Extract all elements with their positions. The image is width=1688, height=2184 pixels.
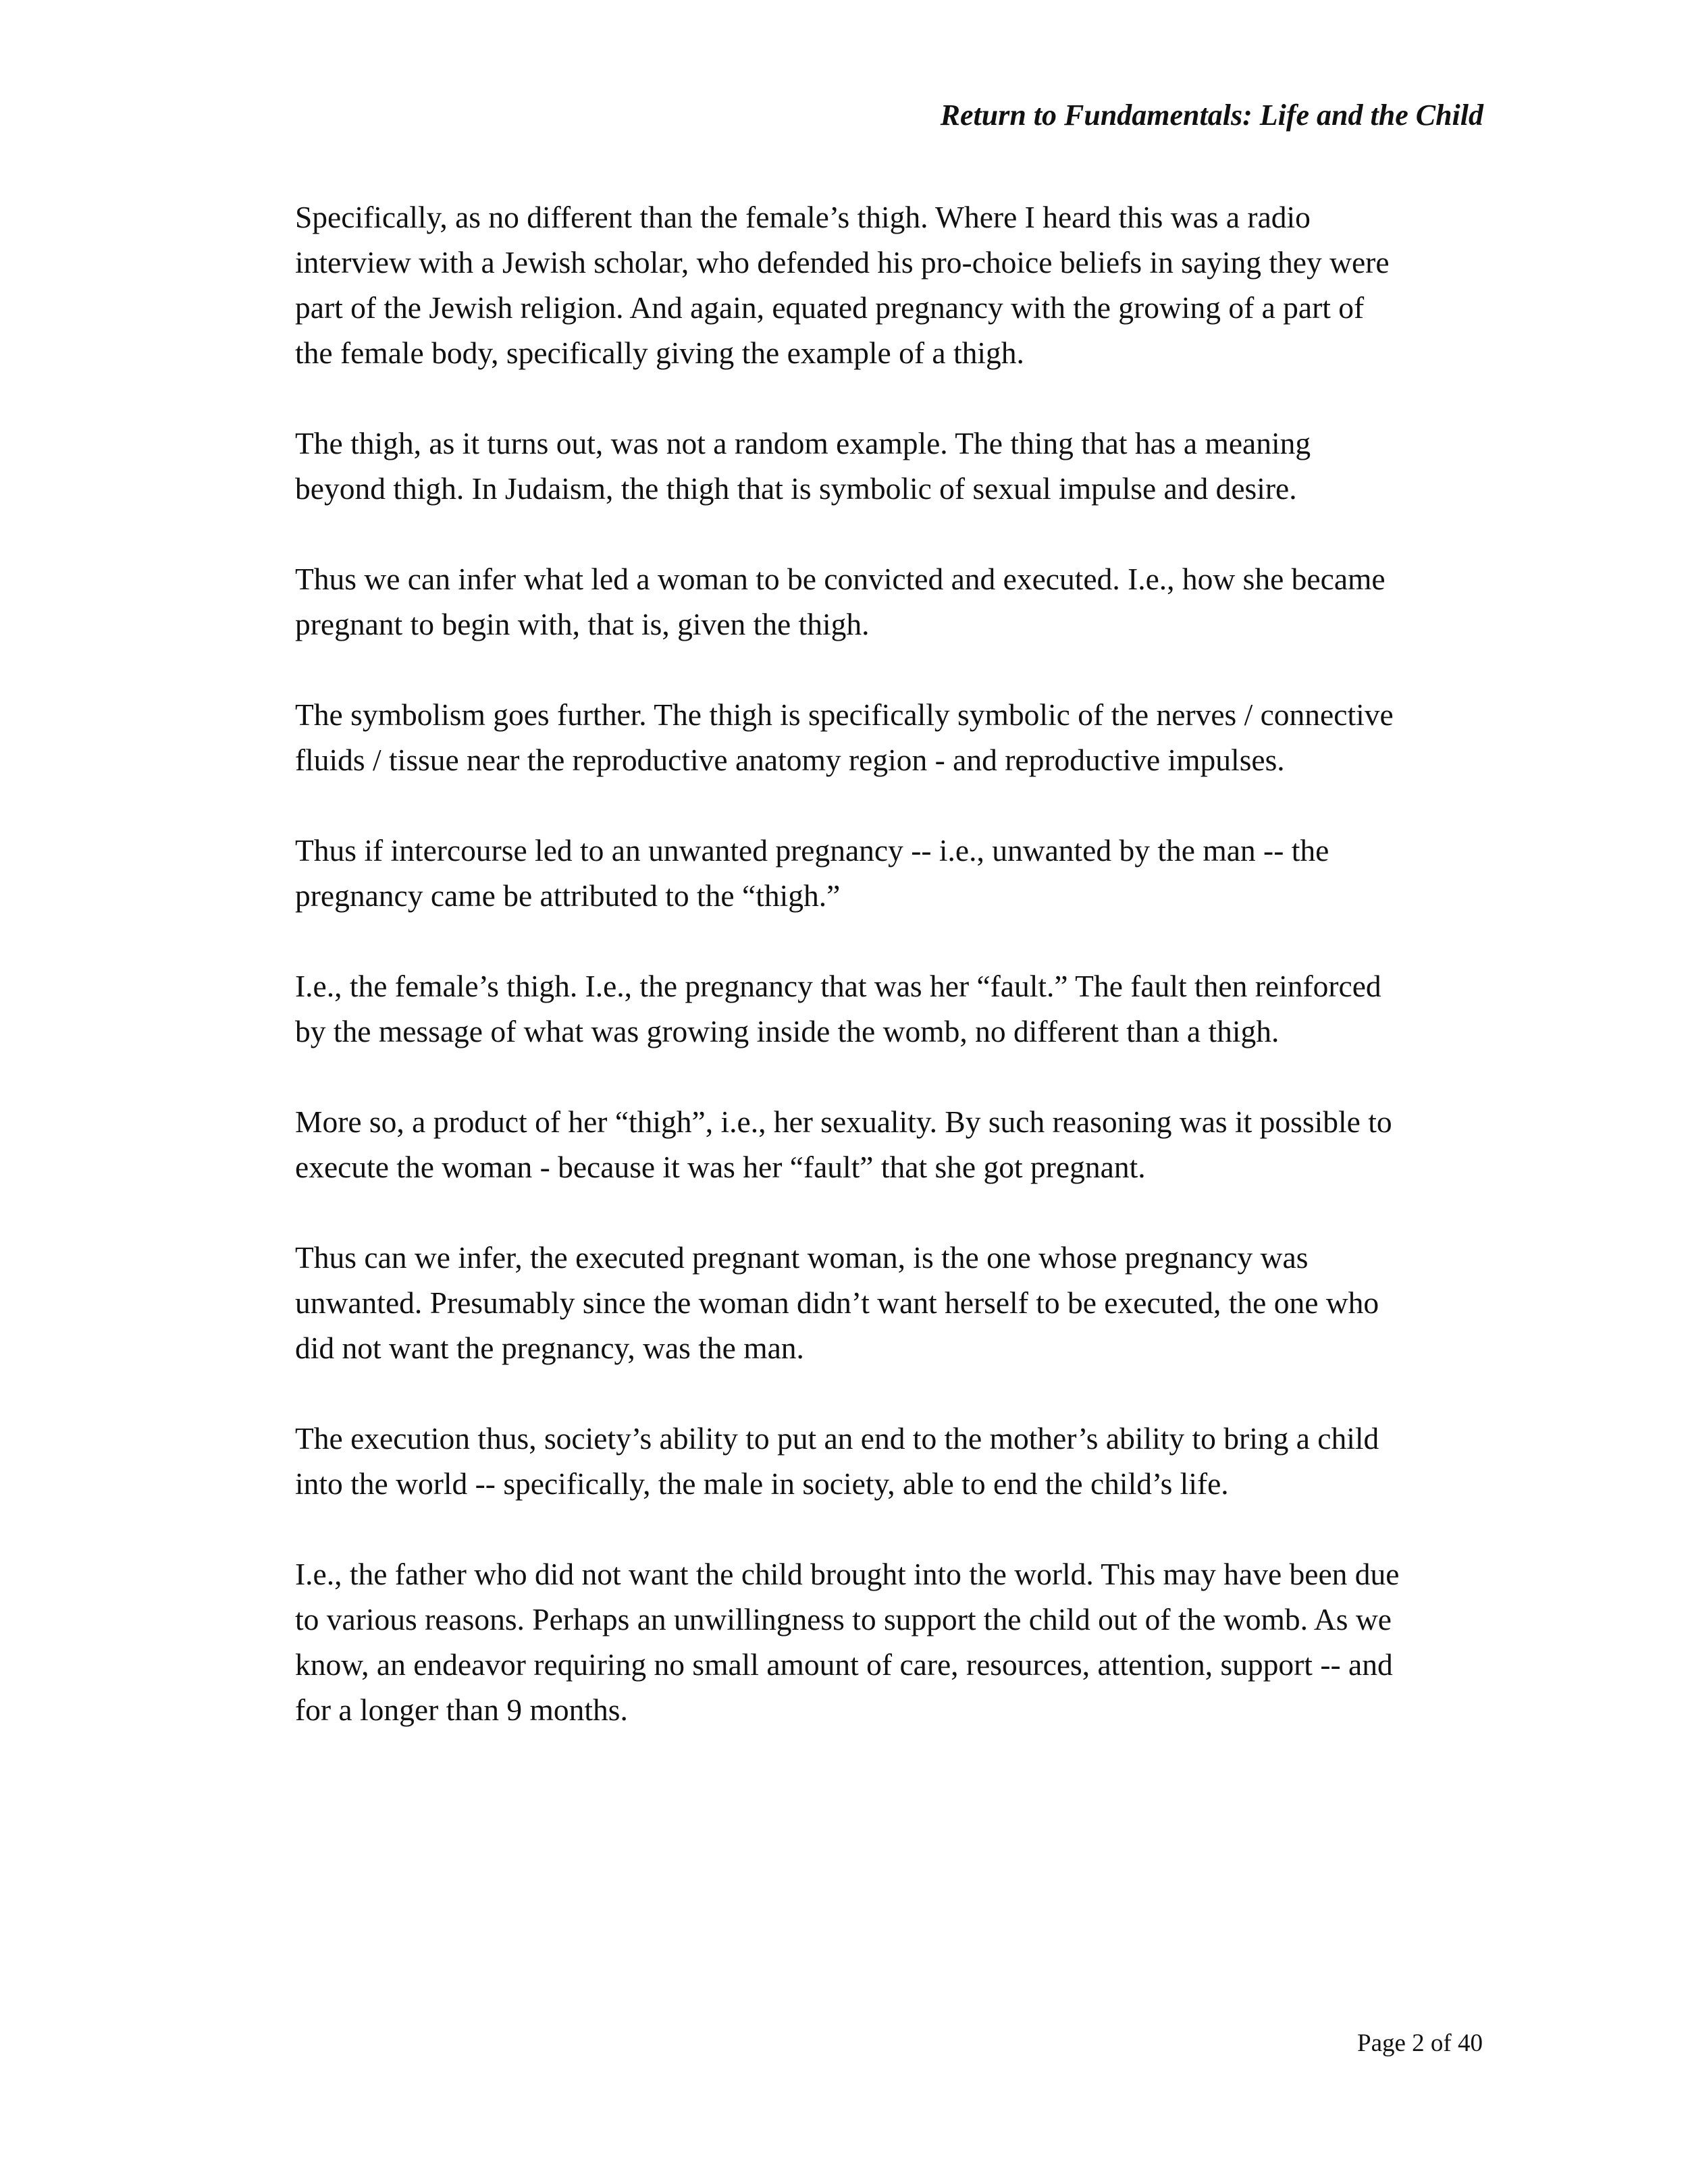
body-paragraph: Specifically, as no different than the female’s thigh. Where I heard this was a radio interview with a Jewish scholar, who defended his pro-choice beliefs in saying they were part of the Jewish religion. And again, equated pregnancy with the growing of a part of the female body, specifically giving the example of a thigh. [295,200,1390,370]
body-paragraph: The execution thus, society’s ability to put an end to the mother’s ability to bring a child into the world -- specifically, the male in society, able to end the child’s life. [295,1421,1379,1501]
body-paragraph: The symbolism goes further. The thigh is specifically symbolic of the nerves / connective fluids / tissue near the reproductive anatomy region - and reproductive impulses. [295,697,1394,777]
body-paragraph: I.e., the father who did not want the child brought into the world. This may have been due to various reasons. Perhaps an unwillingness to support the child out of the womb. As we know, an endeavor requiring no small amount of care, resources, attention, support -- and for a longer than 9 months. [295,1557,1400,1727]
body-paragraph: More so, a product of her “thigh”, i.e., her sexuality. By such reasoning was it possible to execute the woman - because it was her “fault” that she got pregnant. [295,1104,1392,1184]
body-paragraph: I.e., the female’s thigh. I.e., the pregnancy that was her “fault.” The fault then reinforced by the message of what was growing inside the womb, no different than a thigh. [295,969,1381,1048]
running-header-title: Return to Fundamentals: Life and the Child [940,99,1483,132]
body-paragraph: The thigh, as it turns out, was not a random example. The thing that has a meaning beyond thigh. In Judaism, the thigh that is symbolic of sexual impulse and desire. [295,426,1311,506]
page-number: Page 2 of 40 [1357,2029,1483,2057]
body-paragraph: Thus can we infer, the executed pregnant woman, is the one whose pregnancy was unwanted. Presumably since the woman didn’t want herself to be executed, the one who did not want the pregnancy, was the man. [295,1240,1379,1365]
body-paragraph: Thus we can infer what led a woman to be convicted and executed. I.e., how she became pregnant to begin with, that is, given the thigh. [295,562,1386,641]
body-paragraph: Thus if intercourse led to an unwanted pregnancy -- i.e., unwanted by the man -- the pregnancy came be attributed to the “thigh.” [295,833,1329,913]
body-text [295,194,1402,1778]
